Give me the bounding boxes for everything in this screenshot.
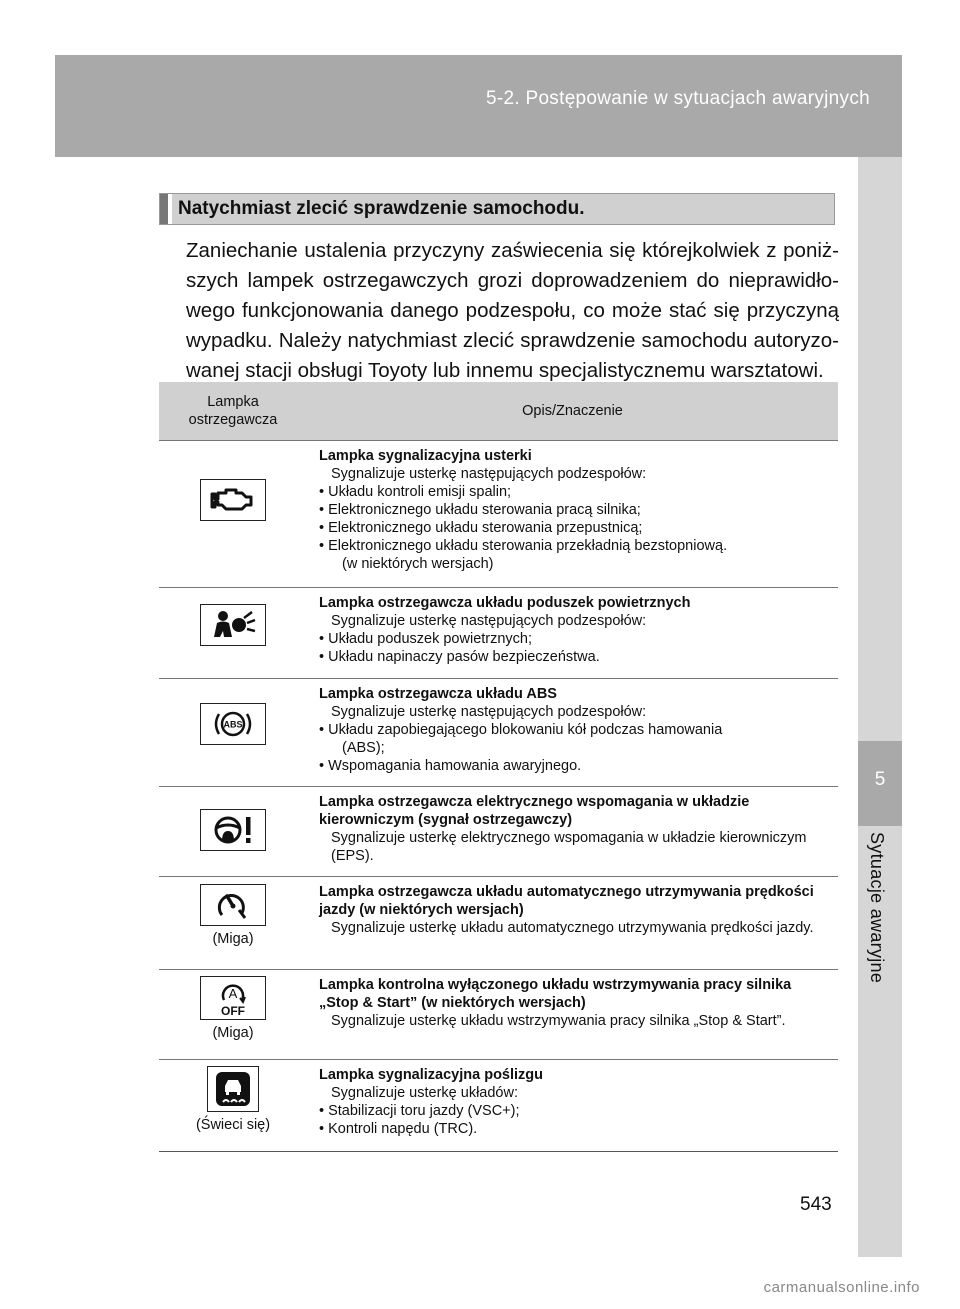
row-line: Sygnalizuje usterkę układu wstrzymywania pracy silnika „Stop & Start”. xyxy=(331,1013,786,1029)
cruise-control-icon xyxy=(200,884,266,926)
chapter-tab-number: 5 xyxy=(858,741,902,826)
table-row xyxy=(159,877,838,970)
row-bullet-cont: (ABS); xyxy=(342,740,385,756)
chapter-tab-label: Sytuacje awaryjne xyxy=(867,832,887,984)
header-col-desc: Opis/Znaczenie xyxy=(307,382,838,441)
table-row xyxy=(159,787,838,877)
svg-text:ABS: ABS xyxy=(223,719,243,730)
row-bullet: • Układu kontroli emisji spalin; xyxy=(319,484,512,500)
off-text: OFF xyxy=(221,1004,245,1018)
table-row xyxy=(159,588,838,679)
row-note: (w niektórych wersjach) xyxy=(342,556,494,572)
row-title: Lampka sygnalizacyjna poślizgu xyxy=(319,1067,544,1083)
icon-caption: (Świeci się) xyxy=(195,1117,271,1133)
row-bullet: • Wspomagania hamowania awaryjnego. xyxy=(319,758,582,774)
table-header-row xyxy=(159,382,838,441)
row-line: Sygnalizuje usterkę następujących podzespołów: xyxy=(331,466,647,482)
header-col-lamp: Lampka ostrzegawcza xyxy=(159,382,307,441)
icon-caption: (Miga) xyxy=(212,1025,254,1041)
stop-start-off-icon xyxy=(200,976,266,1020)
page-number: 543 xyxy=(800,1194,832,1215)
engine-check-icon xyxy=(200,479,266,521)
row-line: Sygnalizuje usterkę następujących podzespołów: xyxy=(331,613,647,629)
icon-caption: (Miga) xyxy=(212,931,254,947)
row-title: Lampka ostrzegawcza układu ABS xyxy=(319,686,557,702)
row-line: Sygnalizuje usterkę układów: xyxy=(331,1085,518,1101)
row-title: Lampka ostrzegawcza elektrycznego wspomagania w układzie kierowniczym (sygnał ostrzegawczy) xyxy=(319,794,750,828)
steering-warning-icon xyxy=(200,809,266,851)
table-row xyxy=(159,679,838,787)
row-title: Lampka ostrzegawcza układu automatycznego utrzymywania prędkości jazdy (w niektórych wersjach) xyxy=(319,884,814,918)
row-line: Sygnalizuje usterkę następujących podzespołów: xyxy=(331,704,647,720)
row-bullet: • Układu poduszek powietrznych; xyxy=(319,631,533,647)
row-bullet: • Elektronicznego układu sterowania przekładnią bezstopniową. xyxy=(319,538,728,554)
svg-text:A: A xyxy=(228,986,238,1001)
warning-lamps-table xyxy=(159,382,838,1152)
table-row xyxy=(159,441,838,588)
airbag-icon xyxy=(200,604,266,646)
row-bullet: • Stabilizacji toru jazdy (VSC+); xyxy=(319,1103,520,1119)
row-bullet: • Elektronicznego układu sterowania pracą silnika; xyxy=(319,502,641,518)
row-bullet: • Elektronicznego układu sterowania przepustnicą; xyxy=(319,520,643,536)
section-title: 5-2. Postępowanie w sytuacjach awaryjnych xyxy=(485,88,870,109)
row-bullet: • Kontroli napędu (TRC). xyxy=(319,1121,478,1137)
row-bullet: • Układu zapobiegającego blokowaniu kół podczas hamowania xyxy=(319,722,723,738)
row-title: Lampka sygnalizacyjna usterki xyxy=(319,448,532,464)
heading-box xyxy=(159,193,835,225)
row-line: Sygnalizuje usterkę elektrycznego wspomagania w układzie kierowniczym (EPS). xyxy=(331,830,807,864)
row-bullet: • Układu napinaczy pasów bezpieczeństwa. xyxy=(319,649,600,665)
abs-icon xyxy=(200,703,266,745)
row-line: Sygnalizuje usterkę układu automatycznego utrzymywania prędkości jazdy. xyxy=(331,920,814,936)
row-title: Lampka kontrolna wyłączonego układu wstrzymywania pracy silnika „Stop & Start” (w niektórych wersjach) xyxy=(319,977,792,1011)
watermark: carmanualsonline.info xyxy=(763,1279,920,1296)
table-row xyxy=(159,970,838,1060)
side-strip xyxy=(858,157,902,1257)
intro-paragraph: Zaniechanie ustalenia przyczyny zaświecenia się którejkolwiek z poniż-szych lampek ostrzegawczych grozi doprowadzeniem do nieprawidło-wego funkcjonowania danego podzespołu, co może stać się przyczyną wypadku. Należy natychmiast zlecić sprawdzenie samochodu autoryzo-wanej stacji obsługi Toyoty lub innemu specjalistycznemu warsztatowi. xyxy=(186,239,839,382)
skid-icon xyxy=(207,1066,259,1112)
heading-text: Natychmiast zlecić sprawdzenie samochodu. xyxy=(178,198,585,219)
table-row xyxy=(159,1060,838,1152)
row-title: Lampka ostrzegawcza układu poduszek powietrznych xyxy=(319,595,691,611)
